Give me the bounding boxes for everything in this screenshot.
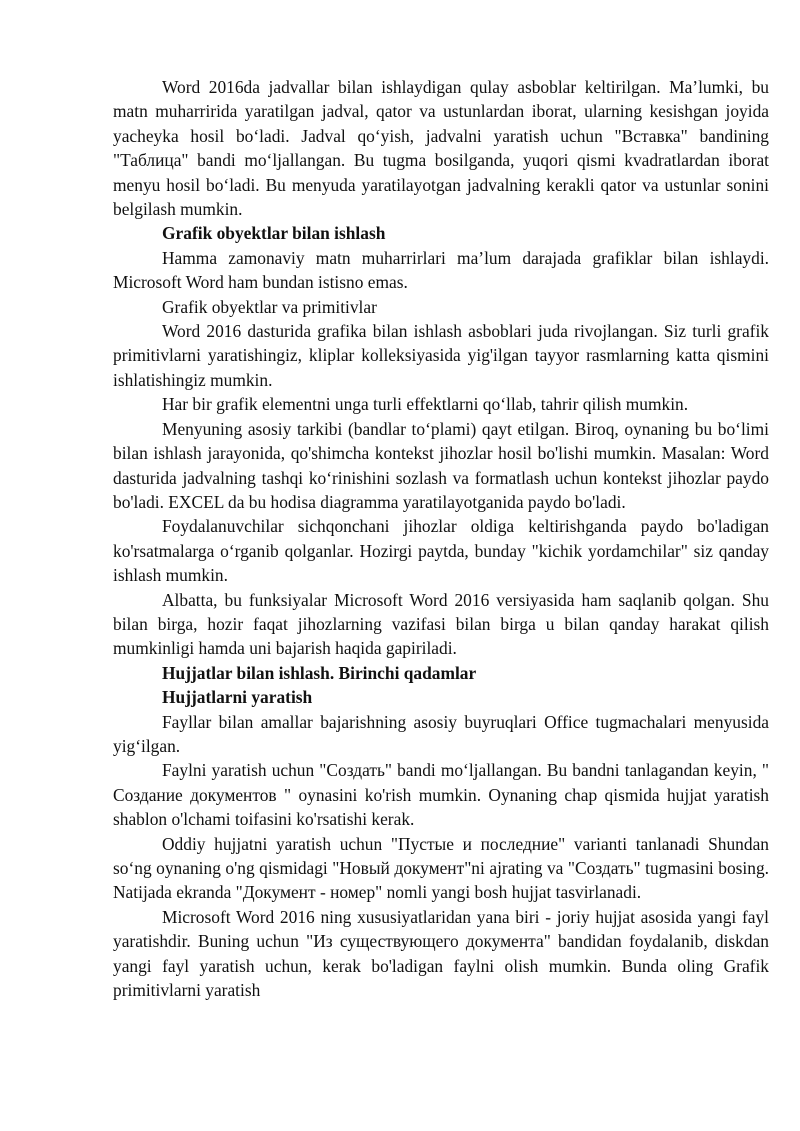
paragraph-file-commands: Fayllar bilan amallar bajarishning asosiy buyruqlari Office tugmachalari menyusida yig‘ilgan. — [113, 711, 769, 756]
paragraph-functions-saved: Albatta, bu funksiyalar Microsoft Word 2016 versiyasida ham saqlanib qolgan. Shu bilan birga, hozir faqat jihozlarning vazifasi bilan birga u bilan qanday harakat qilish mumkinligi hamda uni bajarish haqida gapiriladi. — [113, 589, 769, 659]
paragraph-effects: Har bir grafik elementni unga turli effektlarni qo‘llab, tahrir qilish mumkin. — [162, 394, 689, 415]
heading-working-with-documents: Hujjatlar bilan ishlash. Birinchi qadamlar — [162, 662, 477, 683]
subheading-graphic-primitives: Grafik obyektlar va primitivlar — [162, 296, 377, 317]
paragraph-tooltips: Foydalanuvchilar sichqonchani jihozlar oldiga keltirishganda paydo bo'ladigan ko'rsatmalarga o‘rganib qolganlar. Hozirgi paytda, bunday "kichik yordamchilar" siz qanday ishlash mumkin. — [113, 516, 769, 586]
paragraph-word-tables: Word 2016da jadvallar bilan ishlaydigan qulay asboblar keltirilgan. Ma’lumki, bu matn muharririda yaratilgan jadval, qator va ustunlardan iborat, ularning kesishgan joyida yacheyka hosil bo‘ladi. Jadval qo‘yish, jadvalni yaratish uchun "Вставка" bandining "Таблица" bandi mo‘ljallangan. Bu tugma bosilganda, yuqori qismi kvadratlardan iborat menyu hosil bo‘ladi. Bu menyuda yaratilayotgan jadvalning kerakli qator va ustunlar sonini belgilash mumkin. — [113, 77, 769, 220]
document-page — [113, 75, 769, 1002]
heading-graphic-objects: Grafik obyektlar bilan ishlash — [162, 223, 386, 244]
paragraph-existing-document: Microsoft Word 2016 ning xususiyatlaridan yana biri - joriy hujjat asosida yangi fayl yaratishdir. Buning uchun "Из существующего документа" bandidan foydalanib, diskdan yangi fayl yaratish uchun, kerak bo'ladigan faylni olish mumkin. Bunda oling Grafik primitivlarni yaratish — [113, 906, 769, 1001]
paragraph-menu-composition: Menyuning asosiy tarkibi (bandlar to‘plami) qayt etilgan. Biroq, oynaning bu bo‘limi bilan ishlash jarayonida, qo'shimcha kontekst jihozlar hosil bo'lishi mumkin. Masalan: Word dasturida jadvalning tashqi ko‘rinishini sozlash va formatlash uchun kontekst jihozlar paydo bo'ladi. EXCEL da bu hodisa diagramma yaratilayotganida paydo bo'ladi. — [113, 418, 769, 512]
paragraph-modern-editors: Hamma zamonaviy matn muharrirlari ma’lum darajada grafiklar bilan ishlaydi. Microsoft Word ham bundan istisno emas. — [113, 247, 769, 293]
paragraph-create-file: Faylni yaratish uchun "Создать" bandi mo‘ljallangan. Bu bandni tanlagandan keyin, " Создание документов " oynasini ko'rish mumkin. Oynaning chap qismida hujjat yaratish shablon o'lchami toifasini ko'rsatishi kerak. — [113, 760, 769, 830]
heading-creating-documents: Hujjatlarni yaratish — [162, 687, 313, 708]
paragraph-simple-document: Oddiy hujjatni yaratish uchun "Пустые и последние" varianti tanlanadi Shundan so‘ng oynaning o'ng qismidagi "Новый документ"ni ajrating va "Создать" tugmasini bosing. Natijada ekranda "Документ - номер" nomli yangi bosh hujjat tasvirlanadi. — [113, 833, 769, 903]
paragraph-graphics-tools: Word 2016 dasturida grafika bilan ishlash asboblari juda rivojlangan. Siz turli grafik primitivlarni yaratishingiz, kliplar kolleksiyasida yig'ilgan tayyor rasmlarning katta qismini ishlatishingiz mumkin. — [113, 321, 769, 390]
